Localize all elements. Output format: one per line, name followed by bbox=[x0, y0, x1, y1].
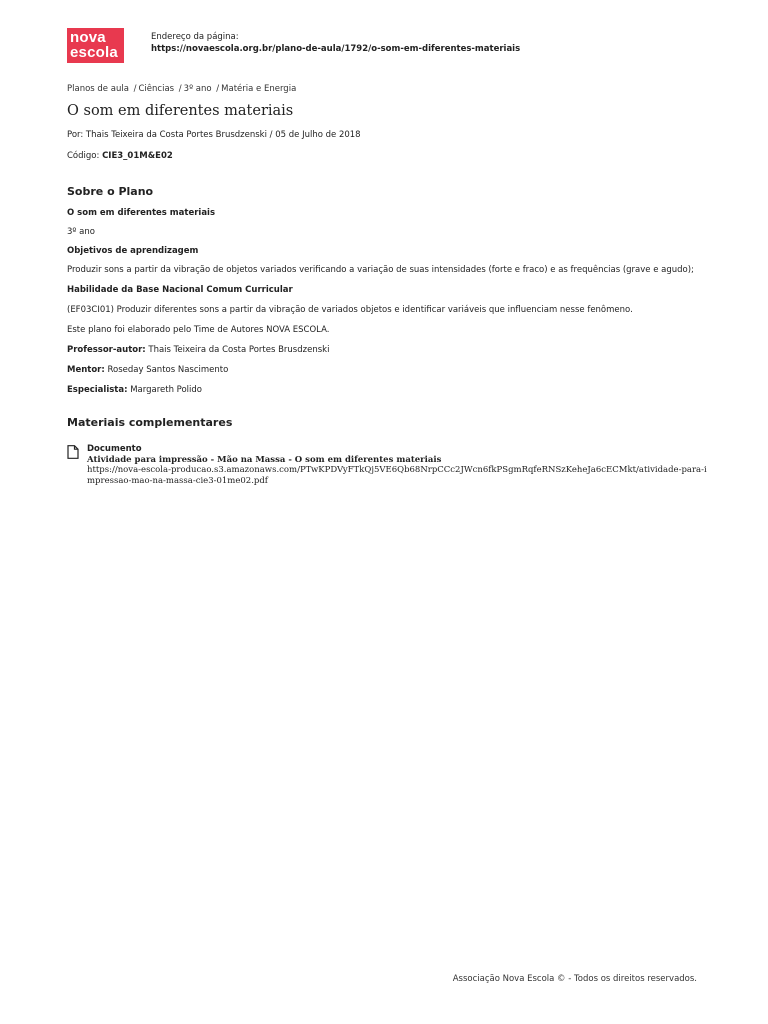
breadcrumb-item-ciencias[interactable]: Ciências bbox=[138, 84, 175, 94]
specialist-value: Margareth Polido bbox=[130, 385, 202, 395]
breadcrumb-item-tema[interactable]: Matéria e Energia bbox=[221, 84, 297, 94]
nova-escola-logo[interactable] bbox=[67, 28, 124, 63]
breadcrumb-separator: / bbox=[178, 84, 182, 94]
address-url[interactable]: https://novaescola.org.br/plano-de-aula/1792/o-som-em-diferentes-materiais bbox=[151, 44, 521, 54]
breadcrumb bbox=[67, 84, 707, 94]
main-content bbox=[67, 84, 707, 486]
plan-name: O som em diferentes materiais bbox=[67, 208, 216, 218]
about-heading: Sobre o Plano bbox=[67, 185, 154, 198]
bncc-text: (EF03CI01) Produzir diferentes sons a partir da vibração de variados objetos e identificar variáveis que influenciam nesse fenômeno. bbox=[67, 305, 633, 315]
specialist-line bbox=[67, 386, 707, 395]
address-label: Endereço da página: bbox=[151, 32, 239, 42]
logo-line-2: escola bbox=[70, 44, 118, 61]
page-address bbox=[151, 31, 520, 55]
plan-code bbox=[67, 151, 707, 161]
plan-grade: 3º ano bbox=[67, 227, 95, 237]
credit-text: Este plano foi elaborado pelo Time de Autores NOVA ESCOLA. bbox=[67, 325, 330, 335]
mentor-label: Mentor: bbox=[67, 365, 105, 375]
objectives-text: Produzir sons a partir da vibração de objetos variados verificando a variação de suas intensidades (forte e fraco) e as frequências (grave e agudo); bbox=[67, 265, 694, 275]
footer-copyright: Associação Nova Escola © - Todos os direitos reservados. bbox=[452, 974, 697, 984]
material-title: Atividade para impressão - Mão na Massa - O som em diferentes materiais bbox=[87, 454, 442, 465]
mentor-value: Roseday Santos Nascimento bbox=[107, 365, 229, 375]
logo-line-1: nova bbox=[70, 29, 106, 46]
materials-heading: Materiais complementares bbox=[67, 416, 233, 429]
material-item[interactable] bbox=[67, 444, 707, 486]
code-label: Código: bbox=[67, 151, 100, 161]
mentor-line bbox=[67, 366, 707, 375]
code-value: CIE3_01M&E02 bbox=[102, 151, 173, 161]
objectives-label: Objetivos de aprendizagem bbox=[67, 246, 199, 256]
bncc-label: Habilidade da Base Nacional Comum Curricular bbox=[67, 285, 293, 295]
document-icon bbox=[67, 445, 79, 459]
page-title: O som em diferentes materiais bbox=[67, 103, 294, 119]
breadcrumb-item-planos[interactable]: Planos de aula bbox=[67, 84, 129, 94]
breadcrumb-separator: / bbox=[216, 84, 220, 94]
material-url[interactable]: https://nova-escola-producao.s3.amazonaws.com/PTwKPDVyFTkQj5VE6Qb68NrpCCc2JWcn6fkPSgmRqfeRNSzKeheJa6cECMkt/atividade-para-impressao-mao-na-massa-cie3-01me02.pdf bbox=[87, 465, 707, 486]
breadcrumb-item-ano[interactable]: 3º ano bbox=[183, 84, 212, 94]
byline: Por: Thais Teixeira da Costa Portes Brusdzenski / 05 de Julho de 2018 bbox=[67, 130, 361, 140]
breadcrumb-separator: / bbox=[133, 84, 137, 94]
material-kind: Documento bbox=[87, 444, 142, 454]
specialist-label: Especialista: bbox=[67, 385, 128, 395]
author-line bbox=[67, 346, 707, 355]
author-label: Professor-autor: bbox=[67, 345, 146, 355]
author-value: Thais Teixeira da Costa Portes Brusdzenski bbox=[148, 345, 330, 355]
